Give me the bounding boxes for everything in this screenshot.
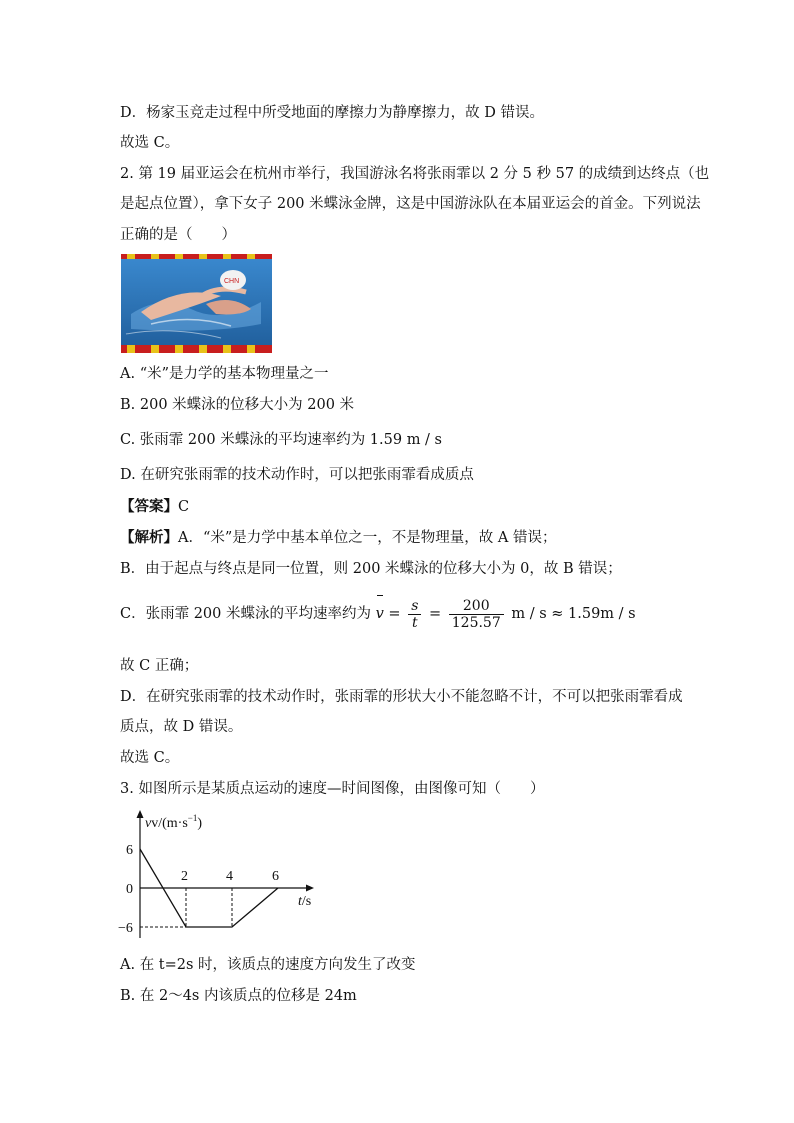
x-axis-arrow-icon <box>306 885 314 892</box>
frac-s: s <box>408 598 421 615</box>
x-tick-2: 2 <box>181 869 188 884</box>
q2-stem-line-1: 2. 第 19 届亚运会在杭州市举行，我国游泳名将张雨霏以 2 分 5 秒 57 的成绩到达终点（也 <box>120 166 710 182</box>
frac-t: t <box>411 614 418 631</box>
answer-tag: 【答案】 <box>120 498 178 515</box>
formula-eq1: = <box>383 606 406 622</box>
q3-stem: 3. 如图所示是某质点运动的速度—时间图像，由图像可知（ ） <box>120 781 545 797</box>
analysis-b: B．由于起点与终点是同一位置，则 200 米蝶泳的位移大小为 0，故 B 错误； <box>120 561 622 577</box>
formula-v-bar: v <box>376 596 384 632</box>
prev-answer: 故选 C。 <box>120 135 180 151</box>
analysis-line-a <box>120 528 557 548</box>
prev-option-d: D．杨家玉竞走过程中所受地面的摩擦力为静摩擦力，故 D 错误。 <box>120 105 544 121</box>
x-axis-label: t/s <box>298 894 312 909</box>
q2-option-a: A. “米”是力学的基本物理量之一 <box>120 366 329 382</box>
analysis-c-ok: 故 C 正确； <box>120 658 199 674</box>
q3-option-b: B. 在 2～4s 内该质点的位移是 24m <box>120 988 357 1004</box>
analysis-tag: 【解析】 <box>120 529 178 546</box>
swimmer-photo <box>121 254 272 353</box>
q2-option-d: D. 在研究张雨霏的技术动作时，可以把张雨霏看成质点 <box>120 467 474 483</box>
frac-125: 125.57 <box>451 614 501 631</box>
y-axis-arrow-icon <box>137 810 144 818</box>
formula-eq2: = <box>424 606 446 622</box>
vt-graph-svg <box>118 808 328 948</box>
frac-200: 200 <box>449 598 504 615</box>
y-tick-0: 0 <box>126 882 133 897</box>
formula-result: m / s ≈ 1.59m / s <box>511 606 636 622</box>
y-tick-6: 6 <box>126 843 133 858</box>
analysis-d-line-1: D．在研究张雨霏的技术动作时，张雨霏的形状大小不能忽略不计，不可以把张雨霏看成 <box>120 689 683 705</box>
q3-option-a: A. 在 t=2s 时，该质点的速度方向发生了改变 <box>120 957 416 973</box>
analysis-a: A．“米”是力学中基本单位之一，不是物理量，故 A 错误； <box>178 530 557 546</box>
guide-dashes <box>140 888 232 927</box>
y-tick-neg6: −6 <box>118 921 133 936</box>
analysis-d-line-2: 质点，故 D 错误。 <box>120 719 243 735</box>
q2-option-b: B. 200 米蝶泳的位移大小为 200 米 <box>120 397 355 413</box>
y-axis-label: $vv/(m\cdot s^{-1})$ <box>145 813 203 831</box>
answer-value: C <box>178 499 190 515</box>
q2-stem-line-3: 正确的是（ ） <box>120 227 236 243</box>
x-tick-4: 4 <box>226 869 233 884</box>
q2-option-c: C. 张雨霏 200 米蝶泳的平均速率约为 1.59 m / s <box>120 432 442 448</box>
swimmer-photo-svg <box>121 254 272 353</box>
q2-stem-line-2: 是起点位置），拿下女子 200 米蝶泳金牌，这是中国游泳队在本届亚运会的首金。下列说法 <box>120 196 701 212</box>
x-tick-6: 6 <box>272 869 279 884</box>
formula-frac-s-t <box>408 598 421 631</box>
formula-frac-num <box>449 598 504 631</box>
analysis-c-formula <box>120 596 636 632</box>
answer-line <box>120 497 189 517</box>
analysis-end: 故选 C。 <box>120 750 180 766</box>
analysis-c-prefix: C．张雨霏 200 米蝶泳的平均速率约为 <box>120 606 371 622</box>
cap-text: CHN <box>224 278 240 285</box>
vt-graph <box>118 808 328 948</box>
